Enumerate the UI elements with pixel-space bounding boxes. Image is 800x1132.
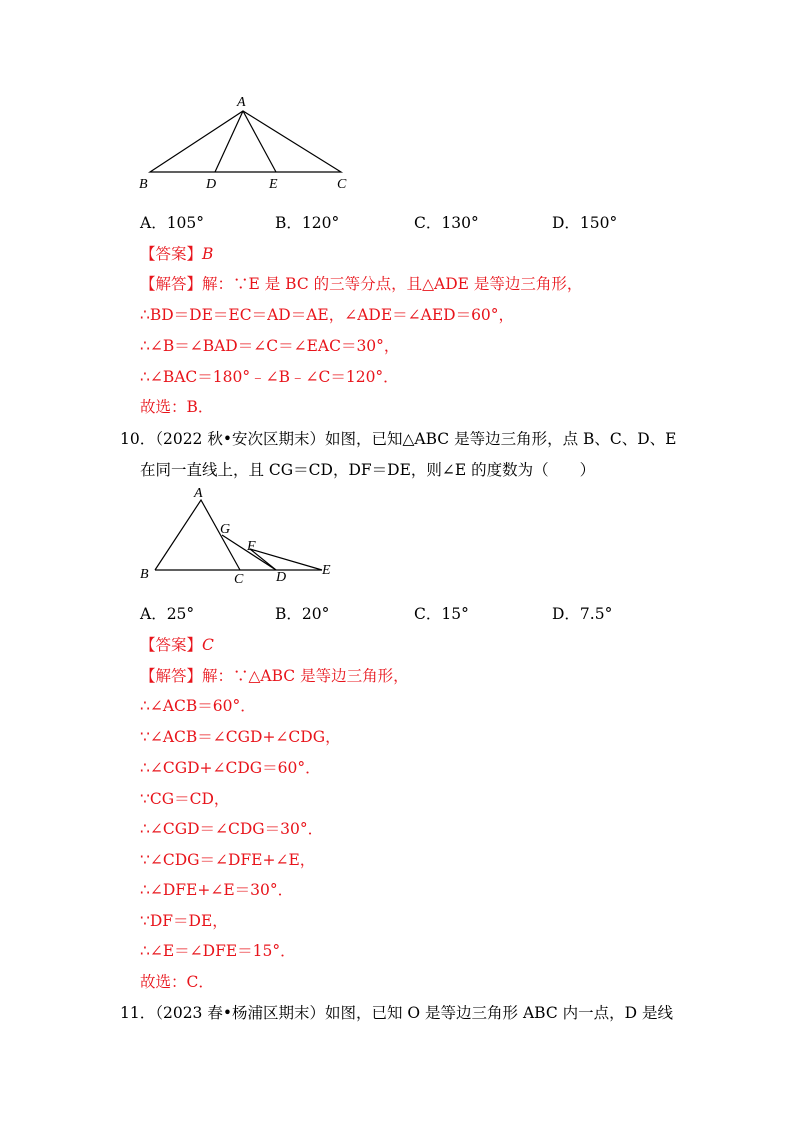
q10-stem: 在同一直线上，且 CG＝CD，DF＝DE，则∠E 的度数为（ ） [140, 461, 596, 479]
q10-solution-line: ∵DF＝DE， [140, 912, 228, 930]
q10-option-a: A．25° [140, 605, 195, 623]
q10-option-d: D．7.5° [552, 605, 613, 623]
q9-solution-line: ∴∠B＝∠BAD＝∠C＝∠EAC＝30°， [140, 337, 400, 355]
q9-option-a: A．105° [140, 214, 205, 232]
q9-solution-line: 【解答】解：∵E 是 BC 的三等分点，且△ADE 是等边三角形， [140, 275, 583, 293]
answer-label: 【答案】 [140, 245, 203, 263]
q10-solution-line: ∴∠DFE+∠E＝30°． [140, 881, 294, 899]
label-e: E [322, 563, 331, 578]
q9-option-b: B．120° [275, 214, 340, 232]
q10-solution-line: 【解答】解：∵△ABC 是等边三角形， [140, 667, 409, 685]
q11-stem: 11．（2023 春•杨浦区期末）如图，已知 O 是等边三角形 ABC 内一点，D 是线 [120, 1004, 673, 1022]
label-g: G [220, 522, 231, 537]
q10-solution-line: ∴∠ACB＝60°． [140, 697, 256, 715]
label-d: D [206, 177, 217, 192]
q10-option-b: B．20° [275, 605, 330, 623]
label-d: D [276, 570, 287, 585]
q9-option-c: C．130° [414, 214, 479, 232]
label-c: C [234, 572, 244, 587]
q10-solution-line: ∵∠CDG＝∠DFE+∠E， [140, 851, 316, 869]
answer-value: B [202, 245, 214, 263]
answer-value: C [202, 636, 214, 654]
q9-option-d: D．150° [552, 214, 618, 232]
q10-option-c: C．15° [414, 605, 469, 623]
q10-solution-line: ∵CG＝CD， [140, 790, 230, 808]
triangle-abc [150, 111, 341, 172]
q10-stem: 10．（2022 秋•安次区期末）如图，已知△ABC 是等边三角形，点 B、C、D、E [120, 430, 677, 448]
label-e: E [269, 177, 278, 192]
label-b: B [140, 567, 149, 582]
answer-label: 【答案】 [140, 636, 203, 654]
q10-solution-line: ∴∠CGD＝∠CDG＝30°． [140, 820, 324, 838]
q10-solution-line: ∵∠ACB＝∠CGD+∠CDG， [140, 728, 341, 746]
label-f: F [247, 539, 256, 554]
q10-solution-line: 故选：C． [140, 973, 214, 991]
q9-answer [140, 244, 213, 264]
label-b: B [139, 177, 148, 192]
q9-solution-line: 故选：B． [140, 398, 214, 416]
figure-q10 [0, 480, 800, 600]
q10-solution-line: ∴∠E＝∠DFE＝15°． [140, 942, 296, 960]
segment-ae [243, 111, 276, 172]
q10-solution-line: ∴∠CGD+∠CDG＝60°． [140, 759, 321, 777]
q10-answer [140, 635, 214, 655]
figure-triangle-abc-q9 [0, 0, 800, 200]
label-a: A [194, 486, 203, 501]
q9-solution-line: ∴∠BAC＝180°﹣∠B﹣∠C＝120°． [140, 368, 399, 386]
label-c: C [337, 177, 347, 192]
label-a: A [237, 95, 246, 110]
q9-solution-line: ∴BD＝DE＝EC＝AD＝AE，∠ADE＝∠AED＝60°， [140, 306, 515, 324]
